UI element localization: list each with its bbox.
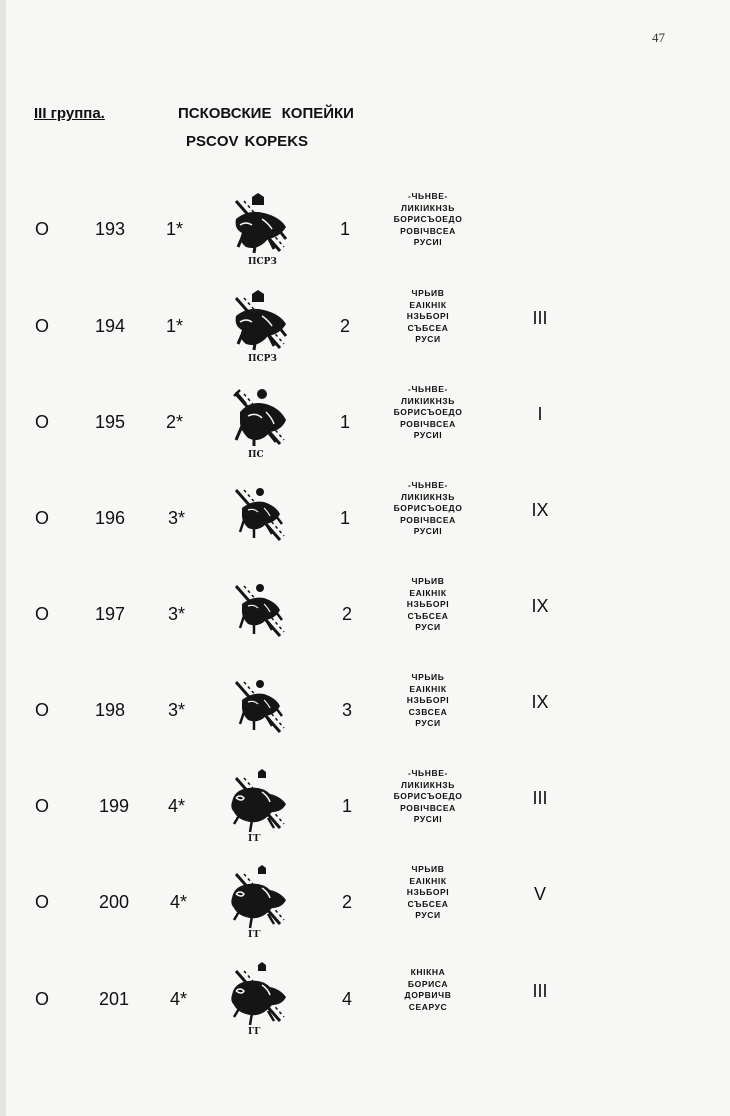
legend-line: РУСИ (415, 910, 441, 920)
obverse-cell: 3 (342, 700, 353, 720)
coin-legend (378, 864, 478, 922)
mark-cell: O (35, 412, 50, 432)
legend-line: -ЧЬНВЕ- (408, 384, 448, 394)
coin-mint-label: ГГ (248, 834, 261, 844)
rarity-cell: I (537, 404, 543, 424)
legend-line: ЕАIКНIК (409, 587, 447, 598)
table-row (0, 858, 730, 948)
legend-line: -ЧЬНВЕ- (408, 191, 448, 201)
legend-line: РОВIЧВСЕА (400, 802, 456, 813)
legend-line: РУСИI (413, 526, 443, 536)
coin-legend (378, 288, 478, 346)
table-row (0, 378, 730, 468)
legend-line: ЧРЬИЬ (411, 672, 445, 682)
legend-line: НЗЬБОРI (406, 887, 450, 897)
coin-legend (378, 967, 478, 1013)
catalog-number-cell: 194 (95, 316, 126, 336)
coin-reverse-image (222, 766, 294, 844)
table-row (0, 185, 730, 275)
coin-legend (378, 480, 478, 538)
coin-reverse-image (222, 189, 294, 267)
legend-line: СЗВСЕА (408, 706, 448, 717)
obverse-cell: 2 (340, 316, 351, 336)
table-row (0, 955, 730, 1045)
coin-mint-label: ПСРЗ (248, 354, 277, 364)
type-cell: 3* (168, 700, 186, 720)
legend-line: СЕАРУС (408, 1001, 448, 1012)
obverse-cell: 1 (342, 796, 353, 816)
group-label: III группа. (34, 105, 105, 122)
coin-mint-label: ПСРЗ (248, 257, 277, 267)
legend-line: СЪБСЕА (407, 610, 449, 621)
obverse-cell: 2 (342, 604, 353, 624)
type-cell: 4* (170, 989, 188, 1009)
legend-line: НЗЬБОРI (406, 695, 450, 705)
coin-reverse-image (222, 286, 294, 364)
table-row (0, 666, 730, 756)
type-cell: 1* (166, 316, 184, 336)
obverse-cell: 4 (342, 989, 353, 1009)
obverse-cell: 2 (342, 892, 353, 912)
type-cell: 3* (168, 604, 186, 624)
type-cell: 4* (170, 892, 188, 912)
coin-reverse-image (222, 959, 294, 1037)
legend-line: РУСИ (415, 334, 441, 344)
catalog-number-cell: 196 (95, 508, 126, 528)
legend-line: РУСИI (413, 814, 443, 824)
table-row (0, 474, 730, 564)
legend-line: БОРИСЪОЕДО (393, 214, 463, 224)
title-russian: ПСКОВСКИЕ КОПЕЙКИ (178, 105, 354, 122)
rarity-cell: IX (531, 500, 549, 520)
coin-reverse-image (222, 574, 294, 652)
table-row (0, 282, 730, 372)
coin-mint-label: ГГ (248, 1027, 261, 1037)
coin-legend (378, 191, 478, 249)
type-cell: 2* (166, 412, 184, 432)
catalog-number-cell: 199 (99, 796, 130, 816)
rarity-cell: III (532, 308, 548, 328)
rarity-cell: III (532, 788, 548, 808)
legend-line: -ЧЬНВЕ- (408, 480, 448, 490)
mark-cell: O (35, 508, 50, 528)
legend-line: БОРИСЪОЕДО (393, 503, 463, 513)
type-cell: 4* (168, 796, 186, 816)
legend-line: РОВIЧВСЕА (400, 225, 456, 236)
coin-mint-label: ПС (248, 450, 264, 460)
legend-line: РУСИI (413, 237, 443, 247)
mark-cell: O (35, 892, 50, 912)
legend-line: -ЧЬНВЕ- (408, 768, 448, 778)
legend-line: ЛИКIИКНЗЬ (401, 395, 455, 406)
catalog-number-cell: 198 (95, 700, 126, 720)
coin-reverse-image (222, 862, 294, 940)
legend-line: БОРИСЪОЕДО (393, 407, 463, 417)
title-english: PSCOV KOPEKS (186, 133, 309, 150)
page-number: 47 (652, 30, 665, 45)
legend-line: ЛИКIИКНЗЬ (401, 202, 455, 213)
obverse-cell: 1 (340, 508, 351, 528)
legend-line: ЧРЬИВ (411, 288, 445, 298)
mark-cell: O (35, 604, 50, 624)
legend-line: РУСИI (413, 430, 443, 440)
legend-line: БОРИСЪОЕДО (393, 791, 463, 801)
legend-line: НЗЬБОРI (406, 311, 450, 321)
mark-cell: O (35, 316, 50, 336)
legend-line: БОРИСА (407, 978, 449, 989)
legend-line: ЛИКIИКНЗЬ (401, 779, 455, 790)
legend-line: ДОРВИЧВ (404, 990, 452, 1000)
catalog-number-cell: 197 (95, 604, 126, 624)
rarity-cell: V (533, 884, 546, 904)
table-row (0, 570, 730, 660)
legend-line: НЗЬБОРI (406, 599, 450, 609)
mark-cell: O (35, 989, 50, 1009)
legend-line: СЪБСЕА (407, 322, 449, 333)
coin-legend (378, 672, 478, 730)
legend-line: СЪБСЕА (407, 898, 449, 909)
obverse-cell: 1 (340, 412, 351, 432)
legend-line: ЕАIКНIК (409, 875, 447, 886)
mark-cell: O (35, 700, 50, 720)
coin-legend (378, 576, 478, 634)
mark-cell: O (35, 796, 50, 816)
legend-line: РУСИ (415, 622, 441, 632)
catalog-number-cell: 195 (95, 412, 126, 432)
rarity-cell: IX (531, 692, 549, 712)
legend-line: ЕАIКНIК (409, 683, 447, 694)
catalog-number-cell: 201 (99, 989, 130, 1009)
obverse-cell: 1 (340, 219, 351, 239)
coin-reverse-image (222, 670, 294, 748)
table-row (0, 762, 730, 852)
coin-reverse-image (222, 478, 294, 556)
legend-line: ЕАIКНIК (409, 299, 447, 310)
legend-line: РОВIЧВСЕА (400, 514, 456, 525)
catalog-number-cell: 200 (99, 892, 130, 912)
type-cell: 1* (166, 219, 184, 239)
mark-cell: O (35, 219, 50, 239)
coin-legend (378, 768, 478, 826)
legend-line: ЧРЬИВ (411, 864, 445, 874)
legend-line: КНIКНА (410, 967, 446, 977)
legend-line: ЧРЬИВ (411, 576, 445, 586)
coin-legend (378, 384, 478, 442)
legend-line: РОВIЧВСЕА (400, 418, 456, 429)
coin-reverse-image (222, 382, 294, 460)
catalog-number-cell: 193 (95, 219, 126, 239)
legend-line: РУСИ (415, 718, 441, 728)
rarity-cell: III (532, 981, 548, 1001)
coin-mint-label: ГГ (248, 930, 261, 940)
legend-line: ЛИКIИКНЗЬ (401, 491, 455, 502)
type-cell: 3* (168, 508, 186, 528)
rarity-cell: IX (531, 596, 549, 616)
